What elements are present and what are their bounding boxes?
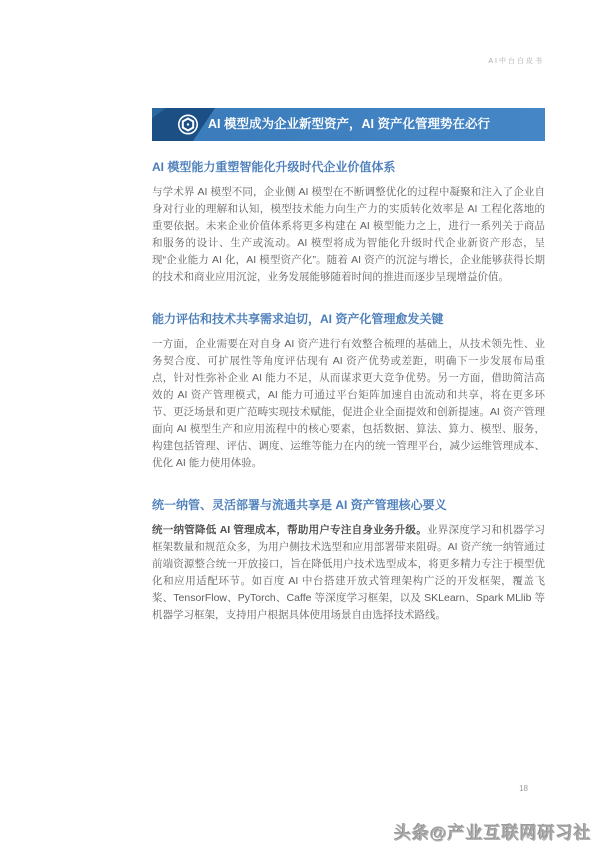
section-body-2: 一方面，企业需要在对自身 AI 资产进行有效整合梳理的基础上，从技术领先性、业务契合度、可扩展性等角度评估现有 AI 资产优势或差距，明确下一步发展布局重点，针对性弥补企业 AI 能力不足，从而谋求更大竞争优势。另一方面，借助简洁高效的 AI 资产管理模式，AI 能力可通过平台矩阵加速自由流动和共享，将在更多环节、更泛场景和更广范畴实现技术赋能，促进企业全面提效和创新提速。AI 资产管理面向 AI 模型生产和应用流程中的核心要素，包括数据、算法、算力、模型、服务，构建包括管理、评估、调度、运维等能力在内的统一管理平台，减少运维管理成本、优化 AI 能力使用体验。 xyxy=(152,338,545,469)
section-body-1: 与学术界 AI 模型不同，企业侧 AI 模型在不断调整优化的过程中凝聚和注入了企业自身对行业的理解和认知，模型技术能力向生产力的实质转化效率是 AI 工程化落地的重要依据。未来企业价值体系将更多构建在 AI 模型能力之上，进行一系列关于商品和服务的设计、生产或流动。AI 模型将成为智能化升级时代企业新资产形态，呈现“企业能力 AI 化，AI 模型资产化”。随着 AI 资产的沉淀与增长，企业能够获得长期的技术和商业应用沉淀，业务发展能够随着时间的推进而逐步呈现增益价值。 xyxy=(152,186,545,283)
content-column xyxy=(152,150,545,624)
section-body-3-rest: 业界深度学习和机器学习框架数量和规范众多，为用户侧技术选型和应用部署带来阻碍。AI 资产统一纳管通过前端资源整合统一开放接口，旨在降低用户技术选型成本，将更多精力专注于模型优化和应用适配环节。如百度 AI 中台搭建开放式管理架构广泛的开发框架，覆盖飞桨、TensorFlow、PyTorch、Caffe 等深度学习框架，以及 SKLearn、Spark MLlib 等机器学习框架，支持用户根据具体使用场景自由选择技术路线。 xyxy=(152,524,545,621)
banner-title: AI 模型成为企业新型资产，AI 资产化管理势在必行 xyxy=(208,117,490,131)
section-banner xyxy=(152,108,545,141)
running-header: AI中台白皮书 xyxy=(488,58,544,65)
section-heading-1: AI 模型能力重塑智能化升级时代企业价值体系 xyxy=(152,160,396,174)
page-number: 18 xyxy=(519,784,528,793)
section-body-3-lead: 统一纳管降低 AI 管理成本，帮助用户专注自身业务升级。 xyxy=(152,524,427,536)
section-body-3 xyxy=(152,522,545,624)
watermark: 头条@产业互联网研习社 xyxy=(394,824,592,843)
section-heading-3: 统一纳管、灵活部署与流通共享是 AI 资产管理核心要义 xyxy=(152,498,447,512)
section-heading-2: 能力评估和技术共享需求迫切，AI 资产化管理愈发关键 xyxy=(152,312,444,326)
